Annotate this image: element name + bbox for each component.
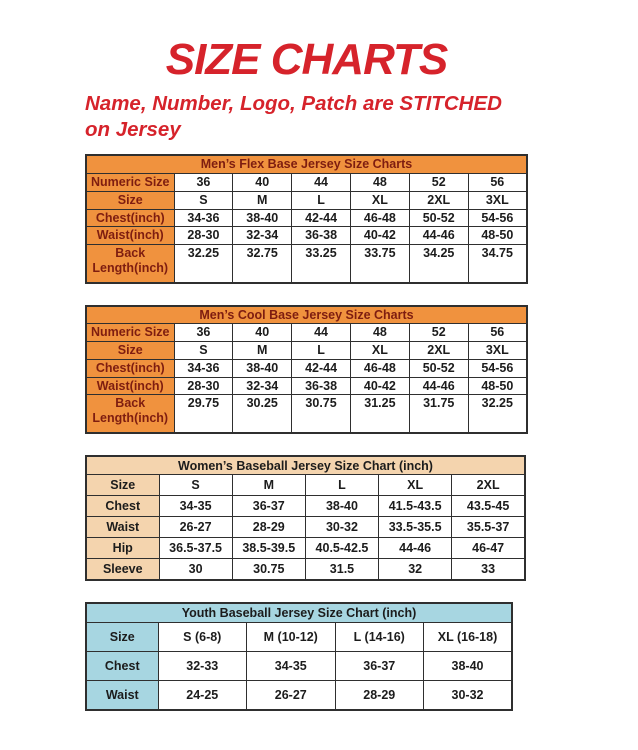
- size-table-mens-flex-base: [85, 154, 528, 283]
- size-cell: 50-52: [409, 359, 468, 377]
- size-cell: M (10-12): [247, 623, 336, 652]
- subtitle-line-1: Name, Number, Logo, Patch are STITCHED: [85, 92, 502, 115]
- row-label: Sleeve: [86, 559, 159, 580]
- tables-container: [85, 154, 528, 711]
- size-cell: 36: [174, 324, 233, 342]
- row-label: Chest: [86, 496, 159, 517]
- size-table-mens-cool-base: [85, 305, 528, 434]
- size-cell: 54-56: [468, 359, 527, 377]
- size-cell: 46-48: [350, 209, 409, 227]
- size-cell: XL (16-18): [424, 623, 513, 652]
- table-title: Youth Baseball Jersey Size Chart (inch): [86, 603, 512, 623]
- size-cell: 46-47: [452, 538, 525, 559]
- size-cell: L: [292, 342, 351, 360]
- size-cell: 34.25: [409, 245, 468, 283]
- size-cell: 36.5-37.5: [159, 538, 232, 559]
- size-cell: 36-38: [292, 227, 351, 245]
- table-title: Men’s Cool Base Jersey Size Charts: [86, 306, 527, 324]
- table-title: Women’s Baseball Jersey Size Chart (inch): [86, 456, 525, 475]
- size-cell: M: [233, 342, 292, 360]
- row-label: Back Length(inch): [86, 395, 174, 433]
- size-cell: S: [174, 191, 233, 209]
- size-cell: 3XL: [468, 342, 527, 360]
- size-cell: 35.5-37: [452, 517, 525, 538]
- size-cell: 30.75: [232, 559, 305, 580]
- size-cell: 28-30: [174, 227, 233, 245]
- size-cell: 38.5-39.5: [232, 538, 305, 559]
- size-cell: 26-27: [159, 517, 232, 538]
- size-cell: 42-44: [292, 209, 351, 227]
- row-label: Size: [86, 342, 174, 360]
- size-cell: 34-36: [174, 359, 233, 377]
- size-cell: 42-44: [292, 359, 351, 377]
- size-cell: 48: [350, 174, 409, 192]
- size-cell: 30.75: [292, 395, 351, 433]
- size-cell: 30-32: [424, 681, 513, 710]
- row-label: Size: [86, 475, 159, 496]
- size-cell: 2XL: [452, 475, 525, 496]
- size-cell: 30.25: [233, 395, 292, 433]
- size-cell: XL: [379, 475, 452, 496]
- size-cell: S (6-8): [158, 623, 247, 652]
- size-cell: 32.25: [468, 395, 527, 433]
- size-cell: 52: [409, 324, 468, 342]
- size-cell: 33: [452, 559, 525, 580]
- size-cell: 40-42: [350, 227, 409, 245]
- size-cell: 48-50: [468, 227, 527, 245]
- size-cell: 32.75: [233, 245, 292, 283]
- row-label: Back Length(inch): [86, 245, 174, 283]
- size-cell: 36-37: [335, 652, 424, 681]
- size-cell: 31.25: [350, 395, 409, 433]
- row-label: Chest(inch): [86, 209, 174, 227]
- size-cell: 24-25: [158, 681, 247, 710]
- size-cell: 38-40: [424, 652, 513, 681]
- size-cell: 2XL: [409, 191, 468, 209]
- size-cell: 44-46: [409, 227, 468, 245]
- size-cell: 36: [174, 174, 233, 192]
- size-cell: 50-52: [409, 209, 468, 227]
- row-label: Size: [86, 623, 158, 652]
- row-label: Hip: [86, 538, 159, 559]
- size-cell: 44: [292, 324, 351, 342]
- size-cell: 30-32: [305, 517, 378, 538]
- row-label: Waist: [86, 517, 159, 538]
- size-cell: 29.75: [174, 395, 233, 433]
- size-cell: 31.5: [305, 559, 378, 580]
- table-title: Men’s Flex Base Jersey Size Charts: [86, 155, 527, 173]
- size-cell: S: [159, 475, 232, 496]
- size-cell: 38-40: [305, 496, 378, 517]
- row-label: Waist: [86, 681, 158, 710]
- size-cell: 40: [233, 324, 292, 342]
- size-cell: L: [305, 475, 378, 496]
- size-cell: 54-56: [468, 209, 527, 227]
- size-cell: 32-33: [158, 652, 247, 681]
- size-cell: 28-30: [174, 377, 233, 395]
- size-cell: 34.75: [468, 245, 527, 283]
- size-cell: XL: [350, 342, 409, 360]
- row-label: Waist(inch): [86, 377, 174, 395]
- size-cell: 34-35: [247, 652, 336, 681]
- size-cell: 32: [379, 559, 452, 580]
- size-cell: 40: [233, 174, 292, 192]
- size-cell: 32-34: [233, 227, 292, 245]
- size-cell: 32-34: [233, 377, 292, 395]
- size-cell: 33.5-35.5: [379, 517, 452, 538]
- size-table-womens-baseball: [85, 455, 526, 581]
- size-cell: 32.25: [174, 245, 233, 283]
- row-label: Size: [86, 191, 174, 209]
- size-cell: M: [233, 191, 292, 209]
- size-cell: 34-35: [159, 496, 232, 517]
- size-cell: 38-40: [233, 209, 292, 227]
- size-cell: 44-46: [379, 538, 452, 559]
- row-label: Chest: [86, 652, 158, 681]
- size-cell: 48: [350, 324, 409, 342]
- size-cell: 56: [468, 174, 527, 192]
- size-cell: 28-29: [232, 517, 305, 538]
- content-column: [85, 35, 528, 711]
- row-label: Chest(inch): [86, 359, 174, 377]
- size-cell: 34-36: [174, 209, 233, 227]
- page-title: SIZE CHARTS: [165, 35, 448, 84]
- size-cell: M: [232, 475, 305, 496]
- size-cell: L (14-16): [335, 623, 424, 652]
- size-cell: 52: [409, 174, 468, 192]
- size-cell: S: [174, 342, 233, 360]
- size-cell: 33.75: [350, 245, 409, 283]
- page-subtitle: [85, 91, 528, 143]
- size-cell: L: [292, 191, 351, 209]
- size-cell: 30: [159, 559, 232, 580]
- row-label: Numeric Size: [86, 324, 174, 342]
- size-cell: 33.25: [292, 245, 351, 283]
- size-cell: 48-50: [468, 377, 527, 395]
- row-label: Numeric Size: [86, 174, 174, 192]
- size-cell: 38-40: [233, 359, 292, 377]
- size-cell: 41.5-43.5: [379, 496, 452, 517]
- subtitle-line-2: on Jersey: [85, 118, 181, 142]
- size-cell: 44-46: [409, 377, 468, 395]
- size-cell: 36-37: [232, 496, 305, 517]
- size-cell: 31.75: [409, 395, 468, 433]
- size-cell: 40.5-42.5: [305, 538, 378, 559]
- size-cell: 40-42: [350, 377, 409, 395]
- size-cell: 46-48: [350, 359, 409, 377]
- size-cell: 56: [468, 324, 527, 342]
- size-cell: 43.5-45: [452, 496, 525, 517]
- size-cell: 44: [292, 174, 351, 192]
- size-cell: 2XL: [409, 342, 468, 360]
- size-cell: 36-38: [292, 377, 351, 395]
- size-cell: 28-29: [335, 681, 424, 710]
- size-cell: 26-27: [247, 681, 336, 710]
- row-label: Waist(inch): [86, 227, 174, 245]
- size-cell: 3XL: [468, 191, 527, 209]
- size-table-youth-baseball: [85, 602, 513, 711]
- size-cell: XL: [350, 191, 409, 209]
